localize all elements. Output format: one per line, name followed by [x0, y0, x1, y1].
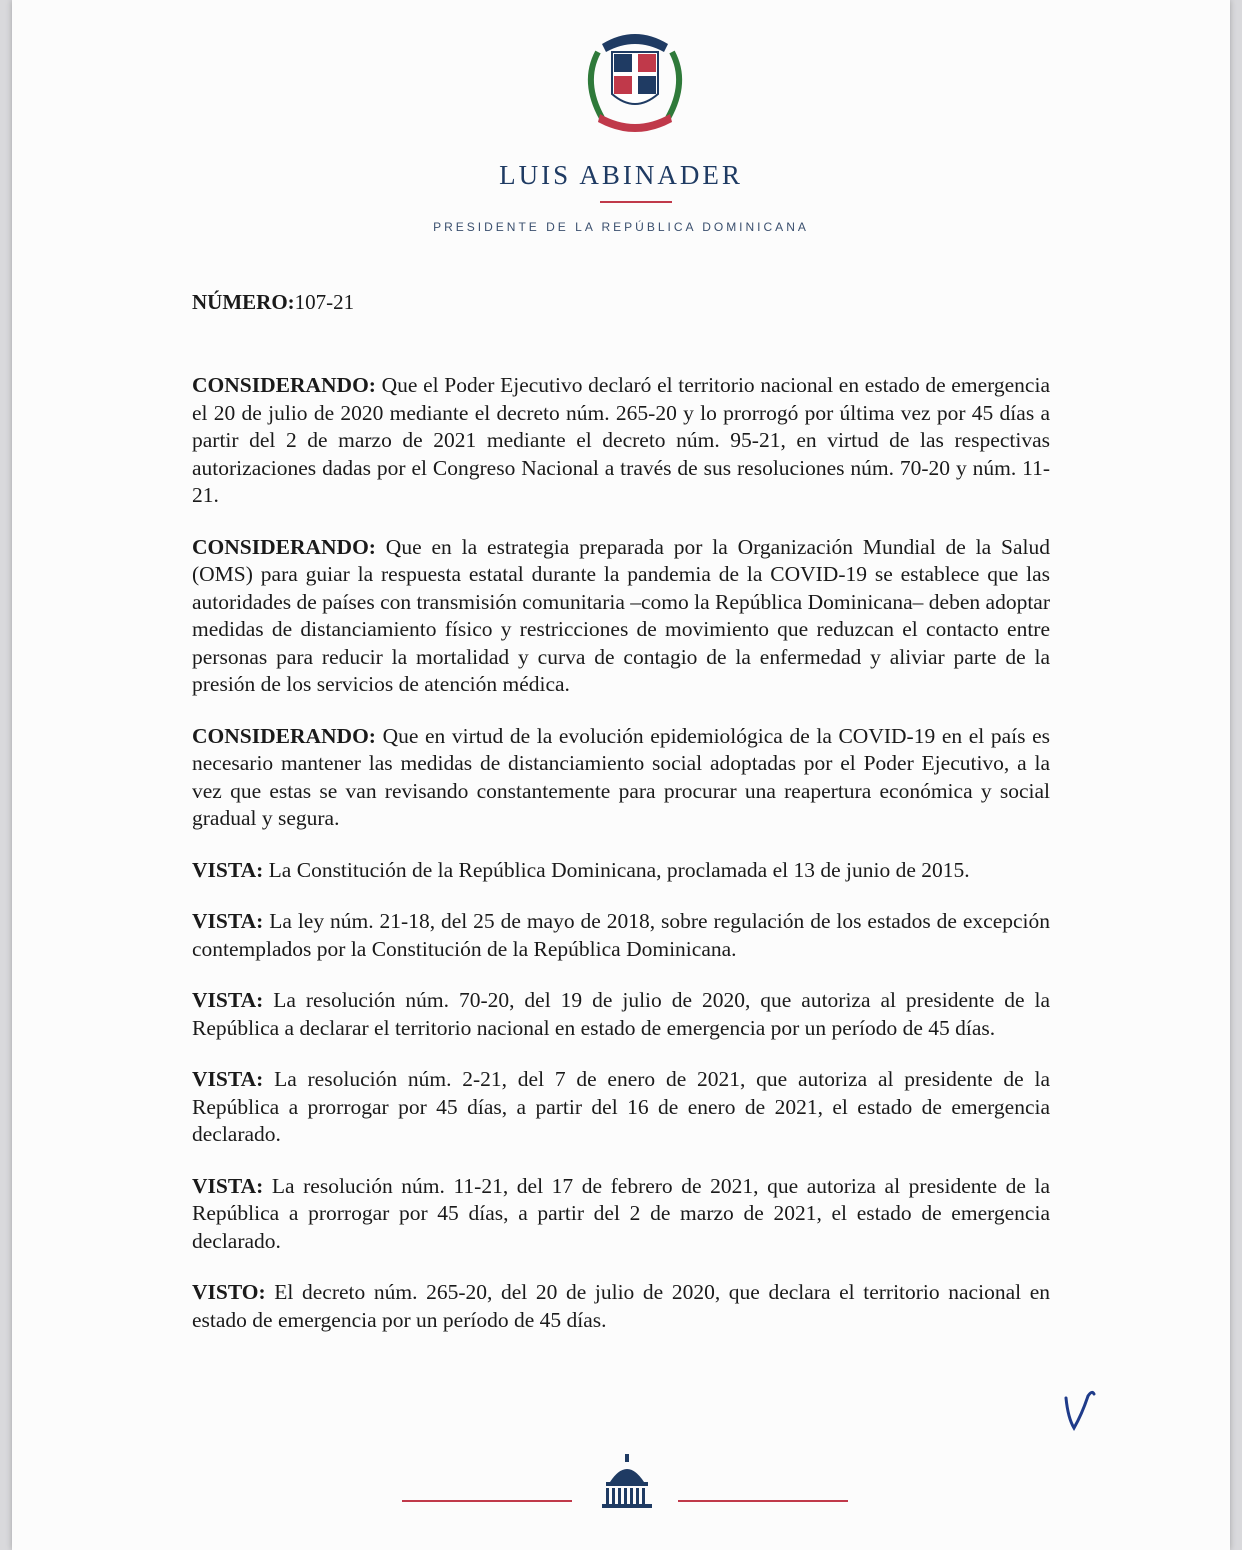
paragraph [192, 534, 1050, 699]
paragraph-text: Que en la estrategia preparada por la Organización Mundial de la Salud (OMS) para guiar la respuesta estatal durante la pandemia de la COVID-19 se establece que las autoridades de países con transmisión comunitaria –como la República Dominicana– deben adoptar medidas de distanciamiento físico y restricciones de movimiento que reduzcan el contacto entre personas para reducir la mortalidad y curva de contagio de la enfermedad y aliviar parte de la presión de los servicios de atención médica. [192, 534, 1050, 696]
paragraph-text: La ley núm. 21-18, del 25 de mayo de 2018, sobre regulación de los estados de excepción contemplados por la Constitución de la República Dominicana. [192, 909, 1050, 961]
decree-number-label: NÚMERO: [192, 290, 295, 314]
handwritten-check-icon [1058, 1384, 1098, 1434]
document-page [12, 0, 1230, 1550]
paragraph [192, 857, 1050, 885]
paragraph [192, 1279, 1050, 1334]
decree-number [192, 290, 354, 315]
national-palace-dome-icon [596, 1452, 658, 1512]
paragraph-label: VISTO: [192, 1280, 266, 1304]
name-underline [600, 201, 672, 203]
paragraph [192, 372, 1050, 510]
coat-of-arms-icon [572, 22, 698, 132]
paragraph-text: La resolución núm. 70-20, del 19 de julio de 2020, que autoriza al presidente de la República a declarar el territorio nacional en estado de emergencia por un período de 45 días. [192, 988, 1050, 1040]
paragraph-text: La resolución núm. 2-21, del 7 de enero de 2021, que autoriza al presidente de la República a prorrogar por 45 días, a partir del 16 de enero de 2021, el estado de emergencia declarado. [192, 1067, 1050, 1146]
paragraph [192, 1066, 1050, 1149]
paragraph-text: El decreto núm. 265-20, del 20 de julio de 2020, que declara el territorio nacional en estado de emergencia por un período de 45 días. [192, 1280, 1050, 1332]
paragraph [192, 908, 1050, 963]
president-name: LUIS ABINADER [499, 160, 743, 190]
paragraph-text: La resolución núm. 11-21, del 17 de febrero de 2021, que autoriza al presidente de la República a prorrogar por 45 días, a partir del 2 de marzo de 2021, el estado de emergencia declarado. [192, 1173, 1050, 1253]
paragraph-label: VISTA: [192, 1067, 264, 1091]
paragraph-text: Que el Poder Ejecutivo declaró el territorio nacional en estado de emergencia el 20 de julio de 2020 mediante el decreto núm. 265-20 y lo prorrogó por última vez por 45 días a partir del 2 de marzo de 2021 mediante el decreto núm. 95-21, en virtud de las respectivas autorizaciones dadas por el Congreso Nacional a través de sus resoluciones núm. 70-20 y núm. 11-21. [192, 373, 1050, 507]
president-title: PRESIDENTE DE LA REPÚBLICA DOMINICANA [433, 220, 809, 234]
footer-rule-right [678, 1500, 848, 1502]
paragraph-text: Que en virtud de la evolución epidemiológica de la COVID-19 en el país es necesario mantener las medidas de distanciamiento social adoptadas por el Poder Ejecutivo, a la vez que estas se van revisando constantemente para procurar una reapertura económica y social gradual y segura. [192, 723, 1050, 830]
paragraph-label: VISTA: [192, 988, 264, 1012]
footer-rule-left [402, 1500, 572, 1502]
paragraph-label: VISTA: [192, 857, 264, 882]
paragraph [192, 1173, 1050, 1256]
decree-number-value: 107-21 [294, 290, 355, 314]
paragraph [192, 987, 1050, 1042]
paragraph-label: CONSIDERANDO: [192, 723, 376, 748]
paragraph-label: CONSIDERANDO: [192, 534, 376, 559]
decree-body [192, 372, 1050, 1358]
paragraph-text: La Constitución de la República Dominicana, proclamada el 13 de junio de 2015. [263, 857, 970, 882]
paragraph-label: CONSIDERANDO: [192, 373, 376, 397]
paragraph-label: VISTA: [192, 1173, 264, 1198]
paragraph [192, 723, 1050, 833]
paragraph-label: VISTA: [192, 909, 264, 933]
